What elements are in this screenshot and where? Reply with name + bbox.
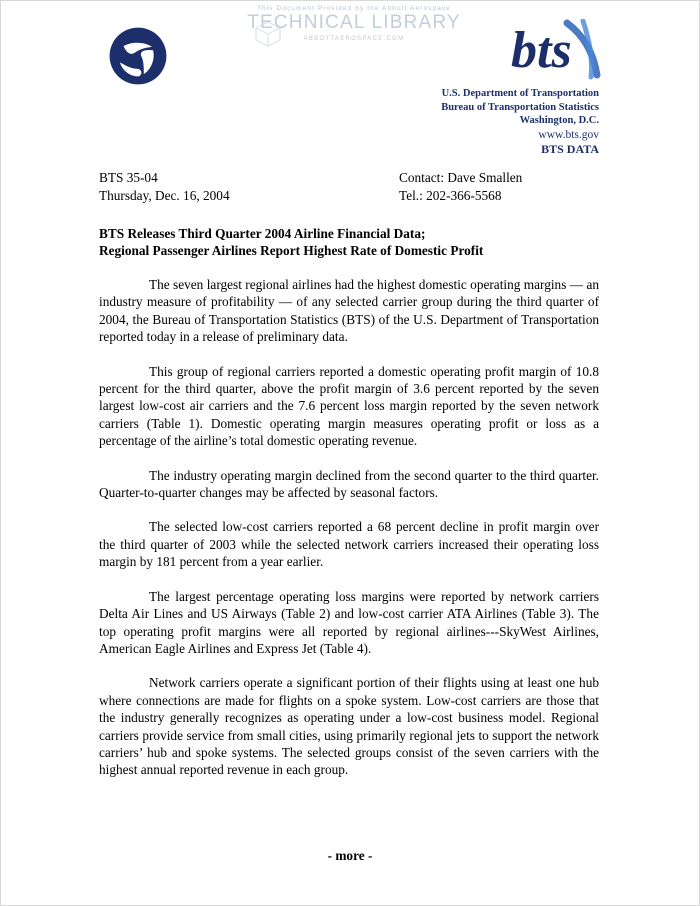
- agency-website[interactable]: www.bts.gov: [538, 128, 599, 141]
- body-paragraph: Network carriers operate a significant portion of their flights using at least one hub where connections are made for flights on a spoke system. Low-cost carriers are those that the industry generally recognizes as operating under a low-cost business model. Regional carriers provide service from small cities, using primarily regional jets to support the network carriers’ hub and spoke systems. The selected groups consist of the seven carriers with the highest annual reported revenue in each group.: [99, 675, 599, 778]
- watermark-main-line: TECHNICAL LIBRARY: [247, 12, 461, 33]
- body-paragraph: The industry operating margin declined from the second quarter to the third quarter. Quarter-to-quarter changes may be affected by seasonal factors.: [99, 467, 599, 501]
- release-meta-row-1: [99, 169, 599, 187]
- svg-text:bts: bts: [511, 22, 572, 79]
- page-footer-more: - more -: [327, 848, 373, 863]
- body-paragraph: The selected low-cost carriers reported a 68 percent decline in profit margin over the third quarter of 2003 while the selected network carriers increased their operating loss margin by 181 percent from a year earlier.: [99, 519, 599, 570]
- cube-logo-icon: [253, 19, 283, 49]
- agency-location: Washington, D.C.: [519, 115, 599, 126]
- headline-line-1: BTS Releases Third Quarter 2004 Airline Financial Data;: [99, 226, 426, 241]
- release-meta-row-2: [99, 187, 599, 205]
- contact-name: Contact: Dave Smallen: [399, 170, 523, 185]
- body-paragraph: This group of regional carriers reported a domestic operating profit margin of 10.8 percent for the third quarter, above the profit margin of 3.6 percent reported by the seven largest low-cost air carriers and the 7.6 percent loss margin reported by the seven network carriers (Table 1). Domestic operating margin measures operating profit or loss as a percentage of the airline’s total domestic operating revenue.: [99, 363, 599, 449]
- release-date: Thursday, Dec. 16, 2004: [99, 188, 230, 203]
- body-paragraph: The seven largest regional airlines had the highest domestic operating margins — an industry measure of profitability — of any selected carrier group during the third quarter of 2004, the Bureau of Transportation Statistics (BTS) of the U.S. Department of Transportation reported today in a release of preliminary data.: [99, 277, 599, 345]
- agency-department: U.S. Department of Transportation: [441, 88, 599, 99]
- release-number: BTS 35-04: [99, 170, 158, 185]
- page-title: [99, 225, 599, 259]
- body-paragraph: The largest percentage operating loss margins were reported by network carriers Delta Air Lines and US Airways (Table 2) and low-cost carrier ATA Airlines (Table 3). The top operating profit margins were all reported by regional airlines---SkyWest Airlines, American Eagle Airlines and Express Jet (Table 4).: [99, 588, 599, 656]
- document-body: [99, 169, 599, 779]
- dot-triskelion-seal-icon: [109, 27, 167, 85]
- agency-block: [441, 87, 599, 157]
- bts-data-label: BTS DATA: [541, 142, 599, 156]
- headline-line-2: Regional Passenger Airlines Report Highest Rate of Domestic Profit: [99, 243, 484, 258]
- contact-phone: Tel.: 202-366-5568: [399, 188, 502, 203]
- bts-logo: [509, 19, 615, 81]
- watermark-sub-line: ABBOTTAEROSPACE.COM: [303, 36, 405, 42]
- watermark-top-line: This Document Provided by the Abbott Aerospace: [256, 5, 452, 12]
- watermark: [239, 5, 469, 53]
- agency-bureau: Bureau of Transportation Statistics: [441, 101, 599, 113]
